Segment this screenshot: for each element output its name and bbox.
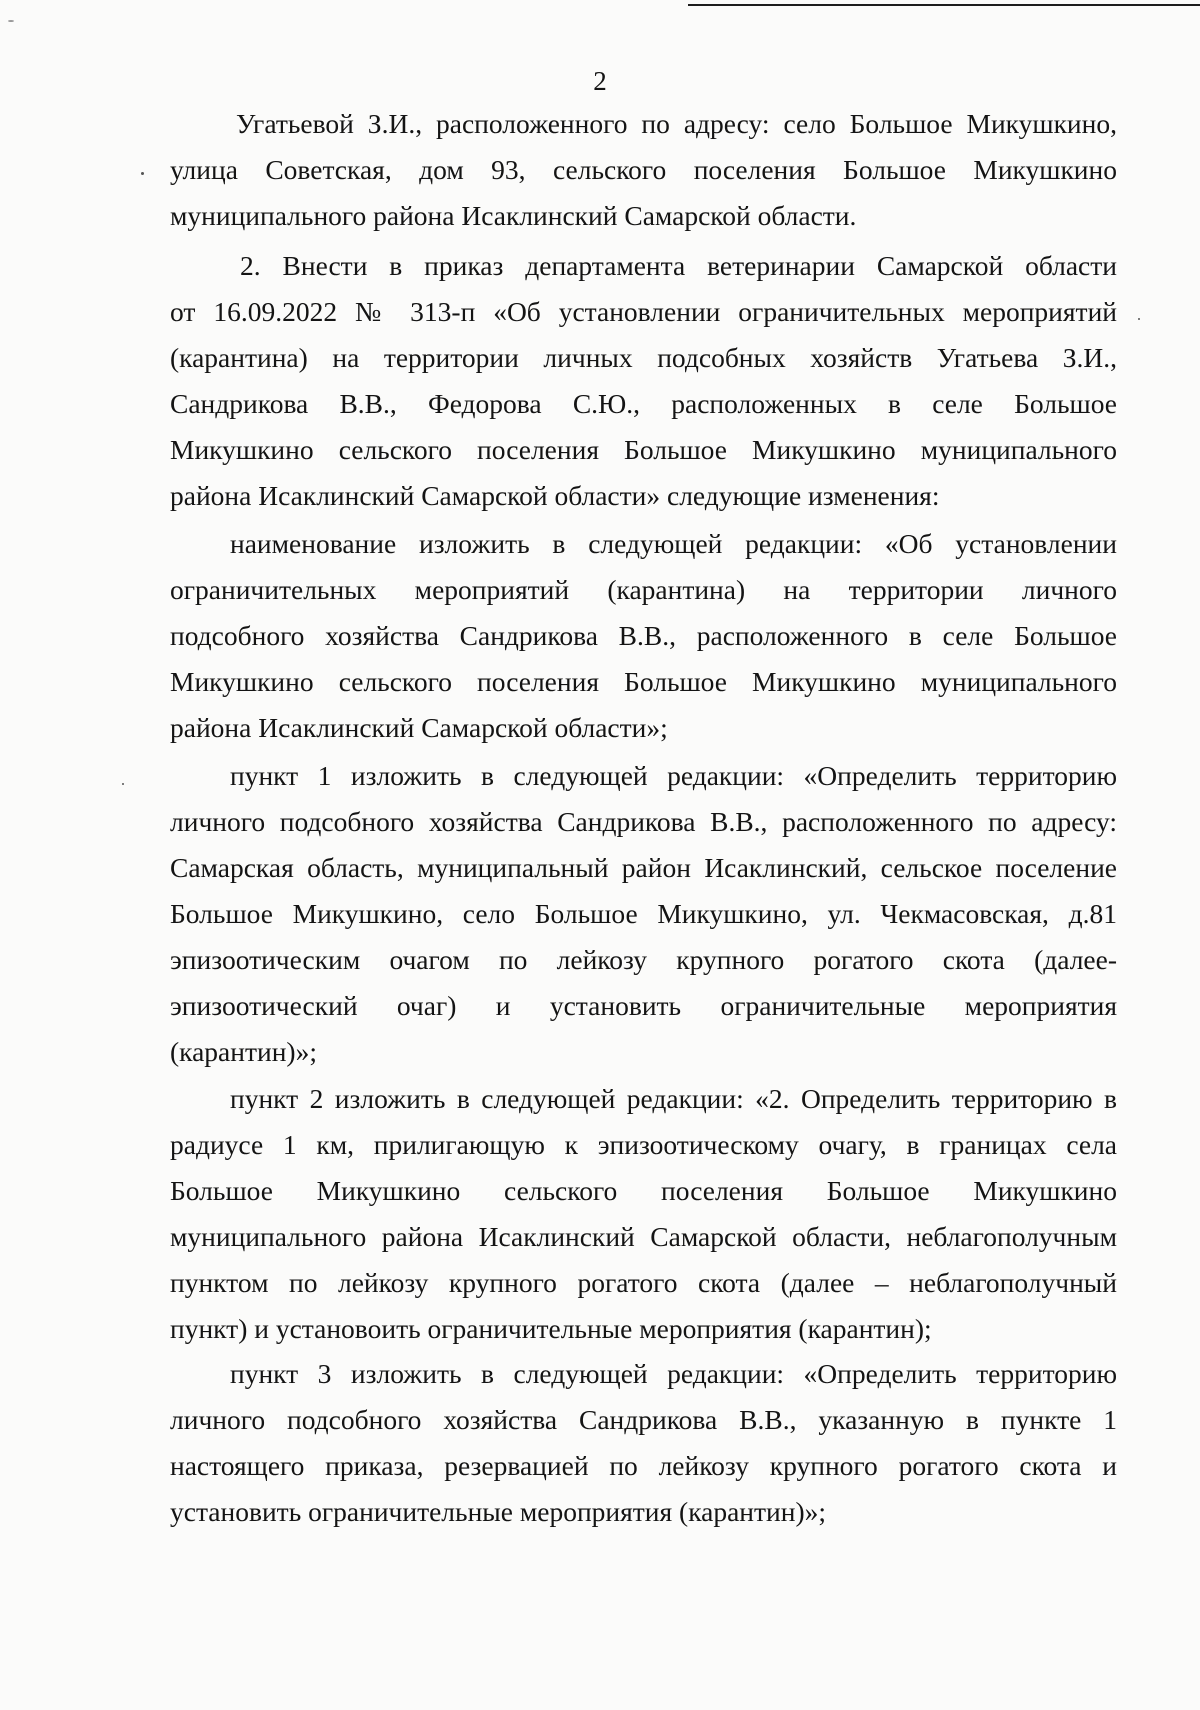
text-line: (карантин)»; [170,1036,317,1067]
paragraph-point-2 [170,1076,1117,1352]
scan-speck [1138,318,1140,320]
scan-speck [122,783,124,785]
paragraph-item-2 [170,243,1117,519]
scan-speck [141,172,144,175]
paragraph-continuation [170,101,1117,239]
text-line: 2. Внести в приказ департамента ветеринарии Самарской области [240,250,1117,281]
text-line: пункт 2 изложить в следующей редакции: «2. Определить территорию в [230,1083,1117,1114]
text-line: Угатьевой З.И., расположенного по адресу: село Большое Микушкино, [236,108,1117,139]
paragraph-point-1 [170,753,1117,1075]
text-line: ограничительных мероприятий (карантина) на территории личного [170,574,1117,605]
text-line: муниципального района Исаклинский Самарской области, неблагополучным [170,1221,1117,1252]
text-line: настоящего приказа, резервацией по лейкозу крупного рогатого скота и [170,1450,1117,1481]
scan-edge-line [688,4,1200,6]
text-line: Микушкино сельского поселения Большое Микушкино муниципального [170,434,1117,465]
text-line: установить ограничительные мероприятия (карантин)»; [170,1496,827,1527]
text-line: эпизоотический очаг) и установить ограничительные мероприятия [170,990,1117,1021]
text-line: района Исаклинский Самарской области»; [170,712,668,743]
text-line: Большое Микушкино сельского поселения Большое Микушкино [170,1175,1117,1206]
text-line: личного подсобного хозяйства Сандрикова В.В., расположенного по адресу: [170,806,1117,837]
text-line: Большое Микушкино, село Большое Микушкино, ул. Чекмасовская, д.81 [170,898,1117,929]
text-line: Самарская область, муниципальный район Исаклинский, сельское поселение [170,852,1117,883]
text-line: муниципального района Исаклинский Самарской области. [170,200,857,231]
text-line: от 16.09.2022 № 313-п «Об установлении ограничительных мероприятий [170,296,1117,327]
text-line: личного подсобного хозяйства Сандрикова В.В., указанную в пункте 1 [170,1404,1117,1435]
text-line: улица Советская, дом 93, сельского поселения Большое Микушкино [170,154,1117,185]
text-line: Микушкино сельского поселения Большое Микушкино муниципального [170,666,1117,697]
text-line: пункт 1 изложить в следующей редакции: «Определить территорию [230,760,1117,791]
paragraph-point-3 [170,1351,1117,1535]
text-line: (карантина) на территории личных подсобных хозяйств Угатьева З.И., [170,342,1117,373]
scan-speck [8,20,14,22]
page-number: 2 [593,66,607,96]
text-line: района Исаклинский Самарской области» следующие изменения: [170,480,940,511]
text-line: подсобного хозяйства Сандрикова В.В., расположенного в селе Большое [170,620,1117,651]
text-line: наименование изложить в следующей редакции: «Об установлении [230,528,1117,559]
text-line: пунктом по лейкозу крупного рогатого скота (далее – неблагополучный [170,1267,1117,1298]
text-line: эпизоотическим очагом по лейкозу крупного рогатого скота (далее- [170,944,1117,975]
text-line: пункт) и установоить ограничительные мероприятия (карантин); [170,1313,932,1344]
text-line: радиусе 1 км, прилигающую к эпизоотическому очагу, в границах села [170,1129,1117,1160]
text-line: пункт 3 изложить в следующей редакции: «Определить территорию [230,1358,1117,1389]
paragraph-title-change [170,521,1117,751]
text-line: Сандрикова В.В., Федорова С.Ю., расположенных в селе Большое [170,388,1117,419]
